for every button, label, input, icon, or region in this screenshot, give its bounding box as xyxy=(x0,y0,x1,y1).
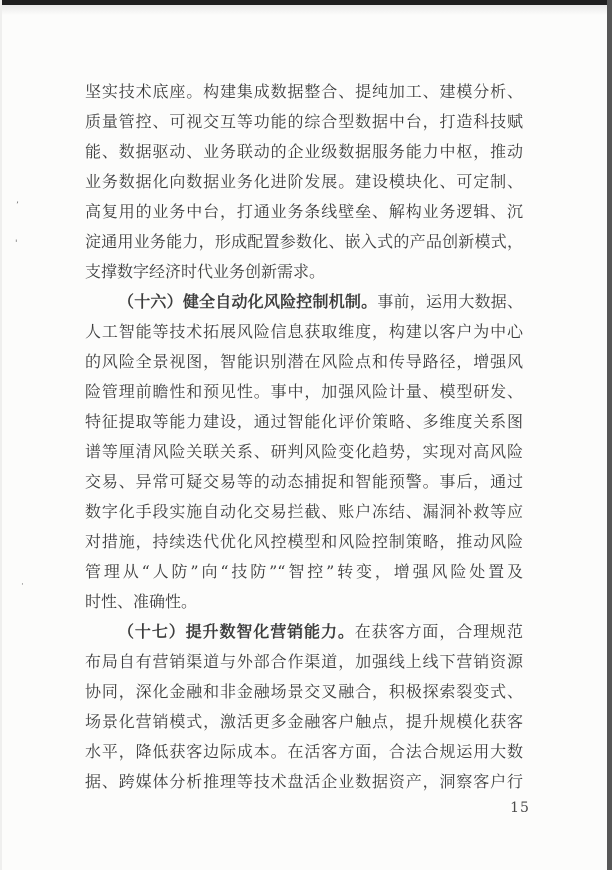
scan-right-edge xyxy=(607,0,612,870)
text-line xyxy=(85,77,523,107)
line-text: 事前，运用大数据、 xyxy=(377,292,523,311)
text-line xyxy=(85,677,523,707)
text-line xyxy=(85,707,523,737)
text-line xyxy=(85,527,523,557)
line-text: 人工智能等技术拓展风险信息获取维度，构建以客户为中心 xyxy=(85,322,523,341)
text-line xyxy=(85,107,523,137)
text-line xyxy=(85,467,523,497)
line-text: 坚实技术底座。构建集成数据整合、提纯加工、建模分析、 xyxy=(85,82,523,101)
text-line xyxy=(85,197,523,227)
page-number: 15 xyxy=(510,800,530,816)
scan-top-shadow xyxy=(0,5,612,15)
text-line xyxy=(85,407,523,437)
section-heading: （十七）提升数智化营销能力。 xyxy=(118,622,355,641)
line-text: 布局自有营销渠道与外部合作渠道，加强线上线下营销资源 xyxy=(85,652,523,671)
text-line xyxy=(85,557,523,587)
line-text: 数字化手段实施自动化交易拦截、账户冻结、漏洞补救等应 xyxy=(85,502,523,521)
line-text: 谱等厘清风险关联关系、研判风险变化趋势，实现对高风险 xyxy=(85,442,523,461)
text-line xyxy=(85,227,523,257)
line-text: 淀通用业务能力，形成配置参数化、嵌入式的产品创新模式， xyxy=(85,232,523,251)
line-text: 协同，深化金融和非金融场景交叉融合，积极探索裂变式、 xyxy=(85,682,523,701)
section-heading: （十六）健全自动化风险控制机制。 xyxy=(118,292,378,311)
line-text: 场景化营销模式，激活更多金融客户触点，提升规模化获客 xyxy=(85,712,523,731)
text-line xyxy=(85,167,523,197)
line-text: 支撑数字经济时代业务创新需求。 xyxy=(85,262,326,281)
text-line xyxy=(85,647,523,677)
line-text: 对措施，持续迭代优化风控模型和风险控制策略，推动风险 xyxy=(85,532,523,551)
text-block xyxy=(85,77,523,797)
line-text: 交易、异常可疑交易等的动态捕捉和智能预警。事后，通过 xyxy=(85,472,523,491)
scan-speck: · xyxy=(21,580,24,590)
text-line xyxy=(85,137,523,167)
text-line xyxy=(85,347,523,377)
text-line xyxy=(85,497,523,527)
text-line xyxy=(85,437,523,467)
line-text: 时性、准确性。 xyxy=(85,592,198,611)
text-line xyxy=(85,257,523,287)
text-line xyxy=(85,737,523,767)
text-line xyxy=(85,617,523,647)
text-line xyxy=(85,317,523,347)
scan-speck: ' xyxy=(15,239,18,249)
text-line xyxy=(85,377,523,407)
scan-speck: ’ xyxy=(16,201,19,211)
line-text: 险管理前瞻性和预见性。事中，加强风险计量、模型研发、 xyxy=(85,382,523,401)
line-text: 管理从“人防”向“技防”“智控”转变，增强风险处置及 xyxy=(85,562,523,581)
text-line xyxy=(85,287,523,317)
line-text: 的风险全景视图，智能识别潜在风险点和传导路径，增强风 xyxy=(85,352,523,371)
line-text: 业务数据化向数据业务化进阶发展。建设模块化、可定制、 xyxy=(85,172,523,191)
line-text: 水平，降低获客边际成本。在活客方面，合法合规运用大数 xyxy=(85,742,523,761)
text-line xyxy=(85,767,523,797)
line-text: 特征提取等能力建设，通过智能化评价策略、多维度关系图 xyxy=(85,412,523,431)
line-text: 高复用的业务中台，打通业务条线壁垒、解构业务逻辑、沉 xyxy=(85,202,523,221)
line-text: 能、数据驱动、业务联动的企业级数据服务能力中枢，推动 xyxy=(85,142,523,161)
line-text: 质量管控、可视交互等功能的综合型数据中台，打造科技赋 xyxy=(85,112,523,131)
line-text: 据、跨媒体分析推理等技术盘活企业数据资产，洞察客户行 xyxy=(85,772,523,791)
line-text: 在获客方面，合理规范 xyxy=(354,622,523,641)
scan-left-edge xyxy=(0,0,2,870)
text-line xyxy=(85,587,523,617)
